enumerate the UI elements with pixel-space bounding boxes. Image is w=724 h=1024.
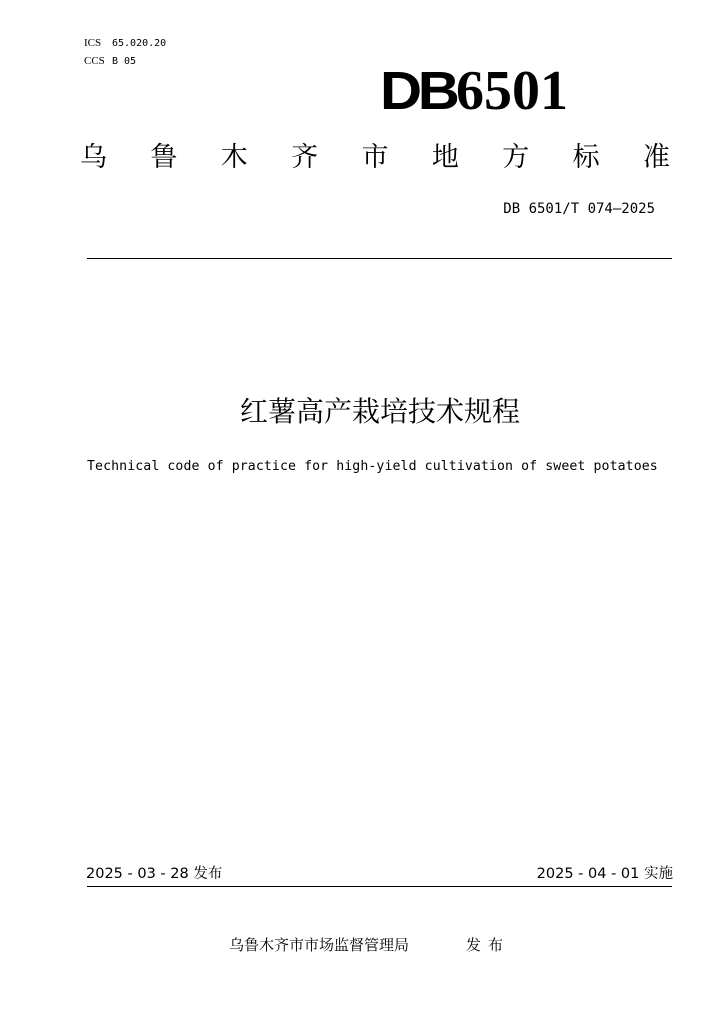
standard-type-char: 鲁 [150, 142, 178, 173]
ics-classification [84, 37, 166, 50]
issue-date: 2025 - 03 - 28 发布 [86, 866, 223, 882]
standard-mark-letters: DB [380, 61, 456, 121]
standard-type-heading [80, 140, 670, 176]
standard-mark [380, 62, 620, 120]
standard-type-char: 方 [502, 142, 530, 173]
implementation-date: 2025 - 04 - 01 实施 [536, 866, 673, 882]
ccs-code: B 05 [112, 56, 137, 67]
ics-label: ICS [84, 37, 102, 49]
standard-type-char: 准 [643, 142, 670, 173]
standard-type-char: 标 [572, 142, 600, 173]
publish-action: 发布 [466, 936, 511, 954]
standard-mark-number: 6501 [456, 60, 568, 122]
ics-code: 65.020.20 [112, 38, 167, 49]
standard-type-char: 市 [361, 142, 389, 173]
standard-type-char: 地 [431, 142, 459, 173]
standard-type-char: 木 [220, 142, 248, 173]
ccs-classification [84, 55, 136, 68]
standard-type-char: 乌 [80, 142, 107, 173]
bottom-divider [87, 886, 672, 887]
document-title-english: Technical code of practice for high-yield cultivation of sweet potatoes [87, 459, 658, 474]
ccs-label: CCS [84, 55, 105, 67]
document-title-chinese: 红薯高产栽培技术规程 [239, 395, 520, 428]
standard-type-char: 齐 [291, 142, 319, 173]
standard-number: DB 6501/T 074—2025 [503, 201, 655, 217]
publisher-name: 乌鲁木齐市市场监督管理局 [229, 936, 410, 954]
top-divider [87, 258, 672, 259]
